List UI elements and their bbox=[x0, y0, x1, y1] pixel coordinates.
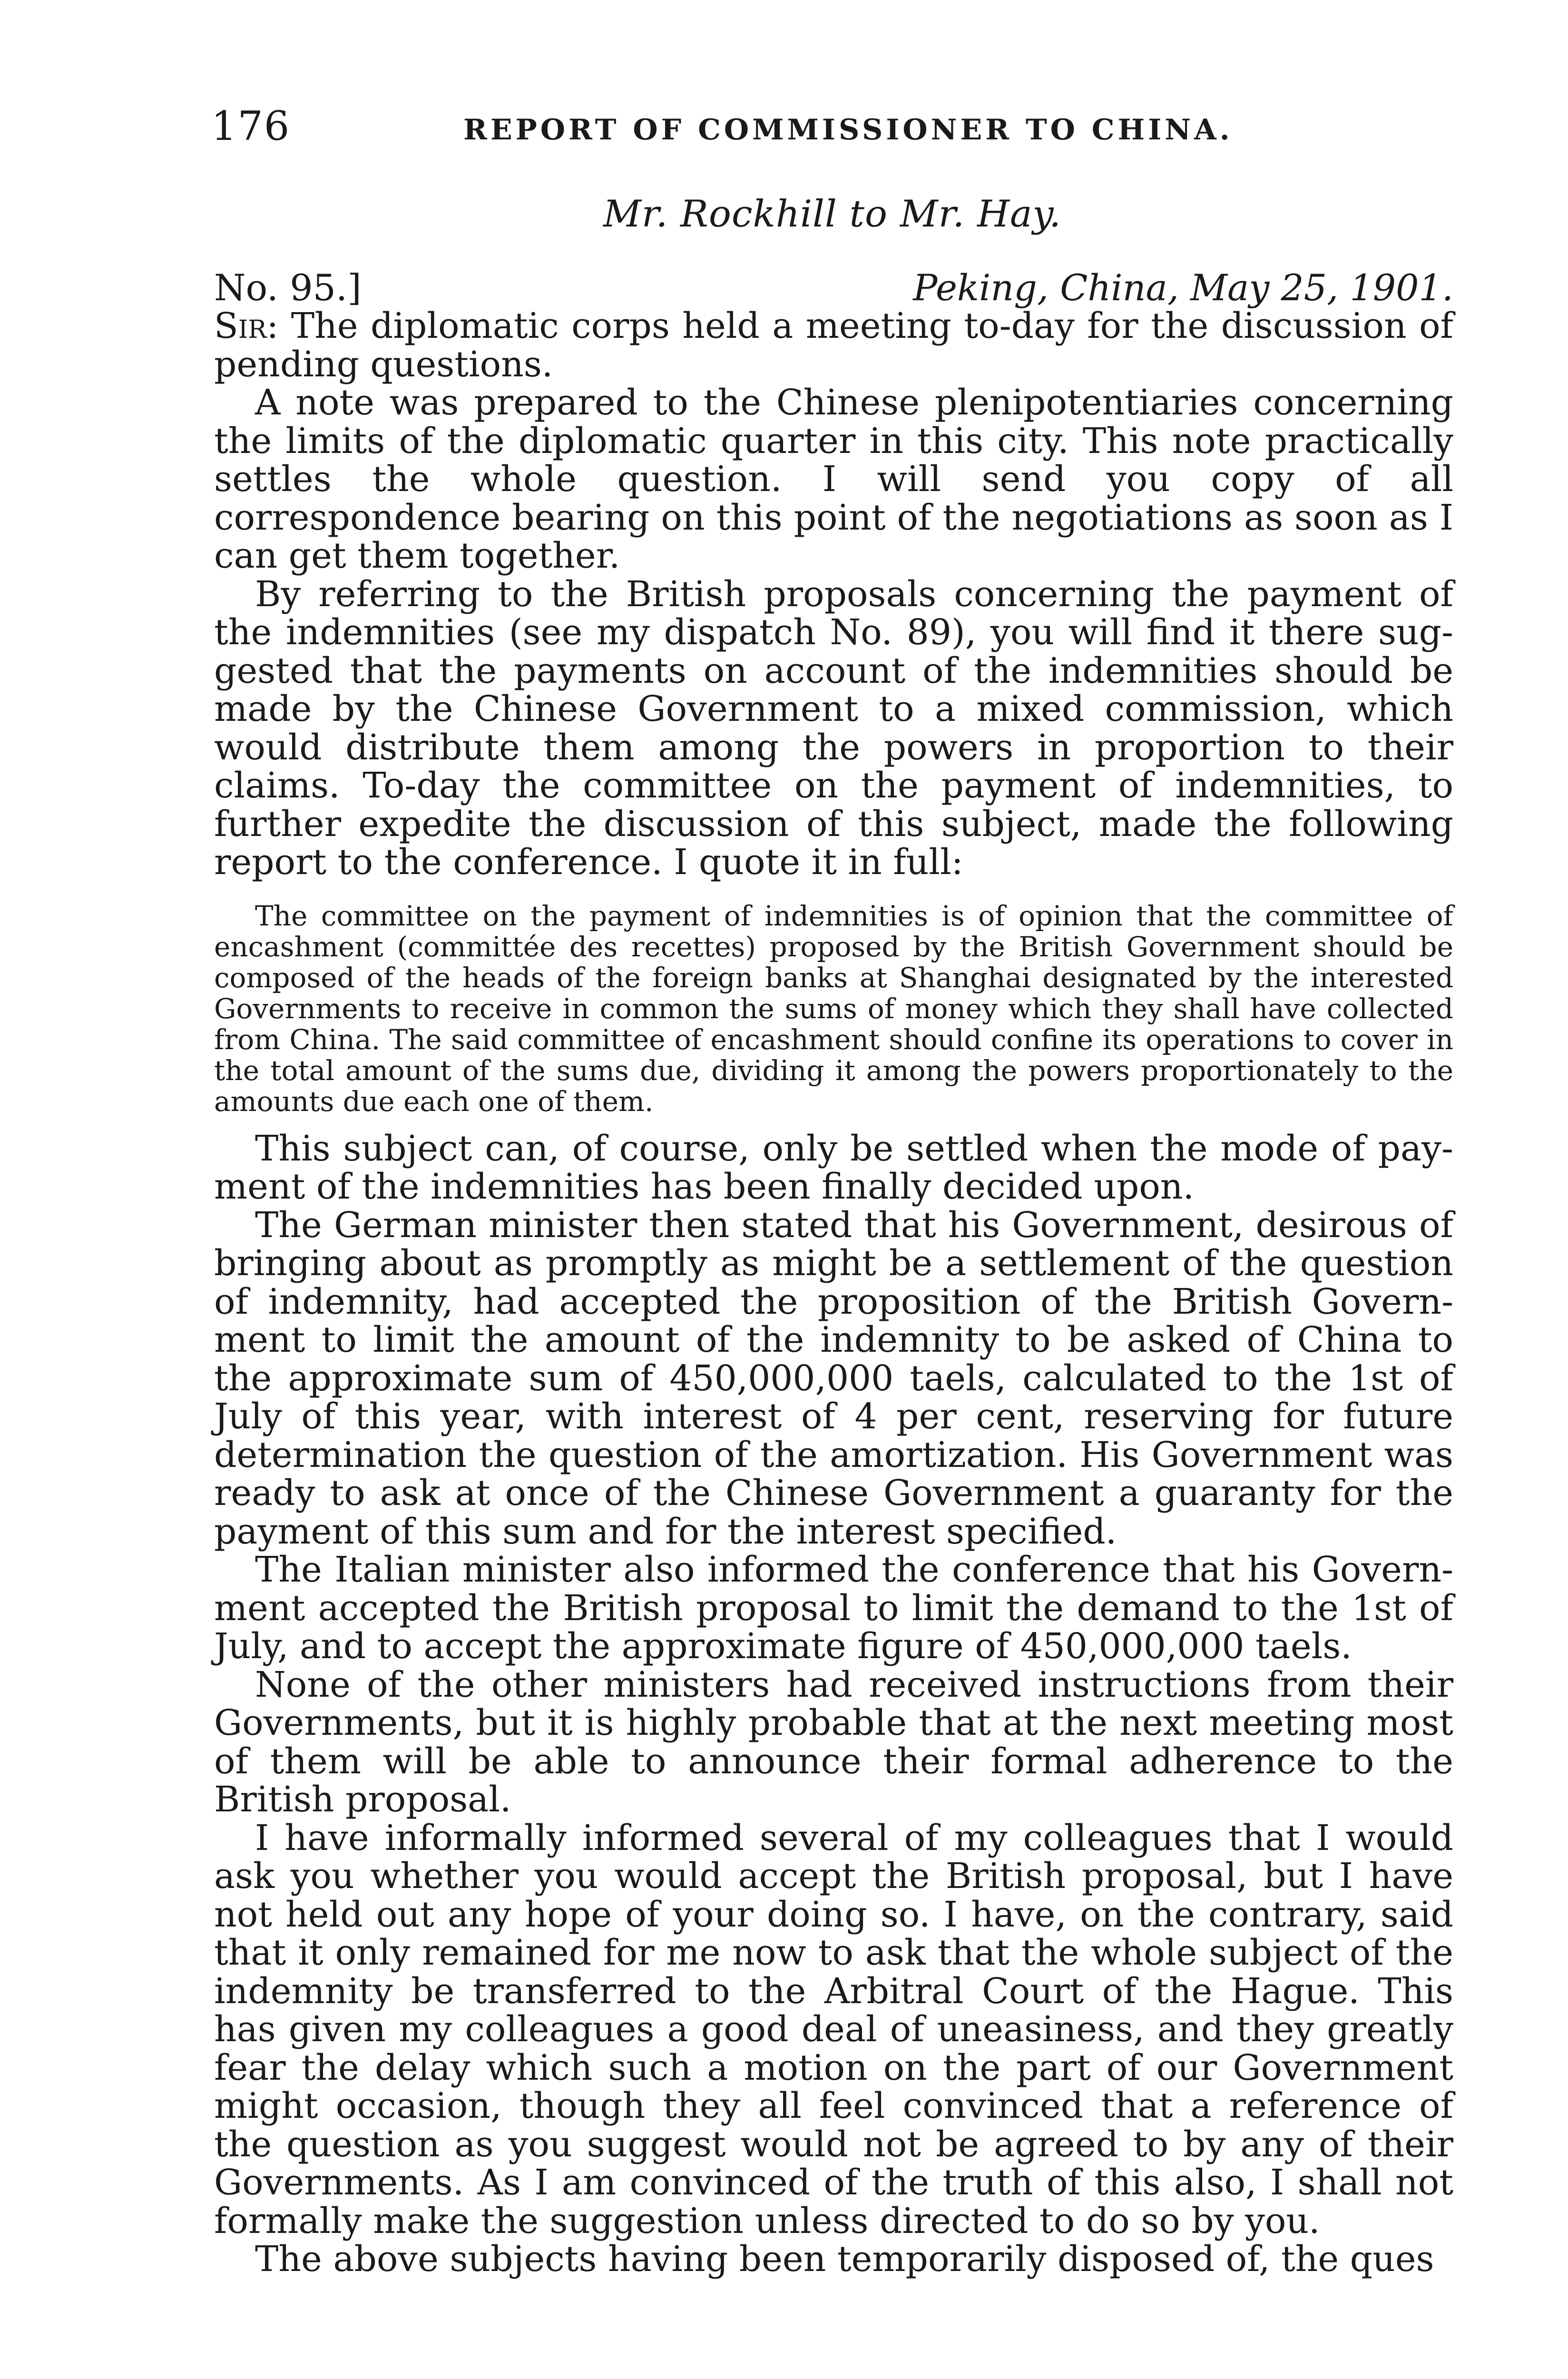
paragraph-8: I have informally informed several of my colleagues that I would ask you whether you would accept the British proposal, but I have not held out any hope of your doing so. I have, on the contrary, said that it only remained for me now to ask that the whole subject of the indemnity be transferred to the Arbitral Court of the Hague. This has given my colleagues a good deal of uneasiness, and they greatly fear the delay which such a motion on the part of our Government might occasion, though they all feel convinced that a reference of the question as you suggest would not be agreed to by any of their Governments. As I am convinced of the truth of this also, I shall not formally make the suggestion unless directed to do so by you. bbox=[214, 1817, 1453, 2241]
block-quote: The committee on the payment of indemnities is of opinion that the committee of encashment (committée des recettes) proposed by the British Government should be composed of the heads of the foreign banks at Shanghai designated by the interested Governments to receive in common the sums of money which they shall have collected from China. The said committee of encashment should confine its operations to cover in the total amount of the sums due, dividing it among the powers proportionately to the amounts due each one of them. bbox=[214, 899, 1453, 1118]
paragraph-salutation bbox=[214, 307, 1453, 383]
paragraph-7: None of the other ministers had received instructions from their Governments, but it is highly probable that at the next meeting most of them will be able to announce their formal adherence to the British proposal. bbox=[214, 1664, 1453, 1820]
paragraph-4: This subject can, of course, only be settled when the mode of payment of the indemnities has been finally decided upon. bbox=[214, 1128, 1453, 1207]
dispatch-number: No. 95.] bbox=[214, 266, 362, 309]
letter-title: Mr. Rockhill to Mr. Hay. bbox=[603, 193, 1061, 236]
page-header bbox=[211, 98, 1458, 155]
dateline bbox=[214, 264, 1453, 312]
paragraph-3: By referring to the British proposals concerning the payment of the indemnities (see my dispatch No. 89), you will find it there suggested that the payments on account of the indemnities should be made by the Chinese Government to a mixed commission, which would distribute them among the powers in proportion to their claims. To-day the committee on the payment of indemnities, to further expedite the discussion of this subject, made the following report to the conference. I quote it in full: bbox=[214, 573, 1453, 883]
running-head: REPORT OF COMMISSIONER TO CHINA. bbox=[463, 113, 1233, 147]
paragraph-5: The German minister then stated that his Government, desirous of bringing about as promptly as might be a settlement of the question of indemnity, had accepted the proposition of the British Government to limit the amount of the indemnity to be asked of China to the approximate sum of 450,000,000 taels, calculated to the 1st of July of this year, with interest of 4 per cent, reserving for future determination the question of the amortization. His Government was ready to ask at once of the Chinese Government a guaranty for the payment of this sum and for the interest specified. bbox=[214, 1204, 1453, 1552]
letter-body bbox=[214, 307, 1453, 2279]
page-number: 176 bbox=[211, 103, 291, 149]
paragraph-6: The Italian minister also informed the conference that his Government accepted the British proposal to limit the demand to the 1st of July, and to accept the approximate figure of 450,000,000 taels. bbox=[214, 1549, 1453, 1667]
paragraph-1-text: The diplomatic corps held a meeting to-day for the discussion of pending questions. bbox=[214, 305, 1453, 385]
paragraph-2: A note was prepared to the Chinese plenipotentiaries concerning the limits of the diplomatic quarter in this city. This note practically settles the whole question. I will send you copy of all correspondence bearing on this point of the negotiations as soon as I can get them together. bbox=[214, 382, 1453, 576]
place-and-date: Peking, China, May 25, 1901. bbox=[913, 266, 1453, 309]
paragraph-9: The above subjects having been temporarily disposed of, the ques bbox=[255, 2239, 1434, 2280]
salutation: Sir: bbox=[214, 305, 279, 346]
